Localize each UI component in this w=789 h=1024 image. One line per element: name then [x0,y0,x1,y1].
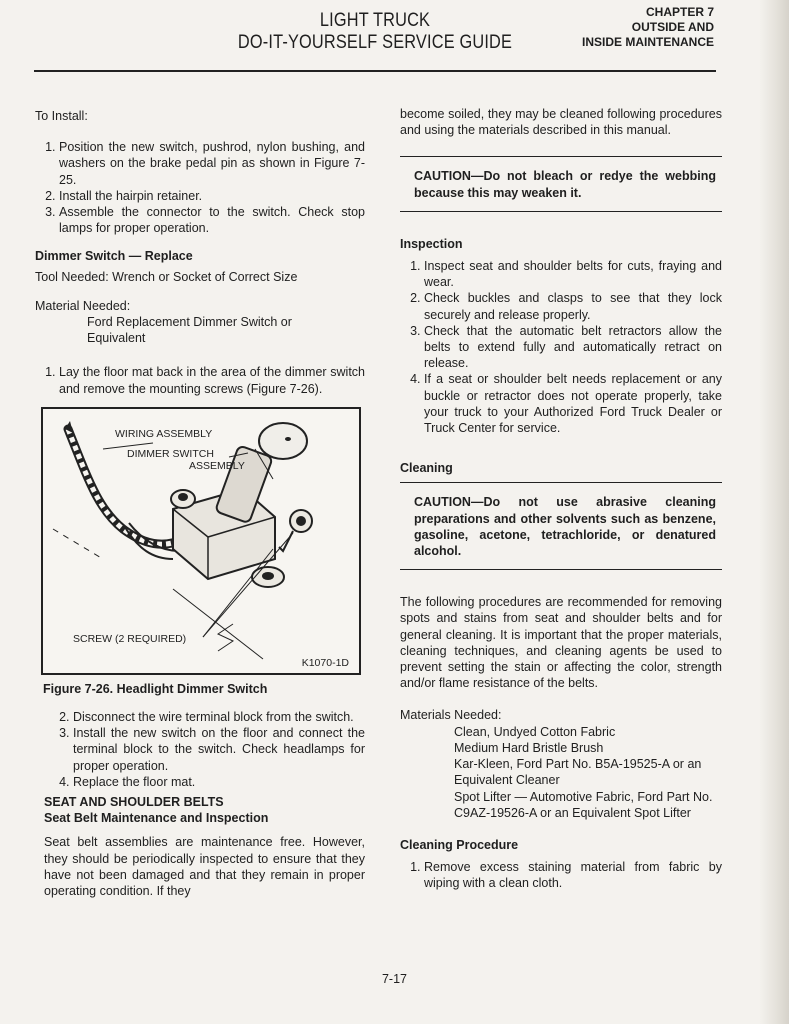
cleaning-procedure-steps [400,859,722,891]
chapter-title-line-2: INSIDE MAINTENANCE [581,35,714,49]
material-item: Spot Lifter — Automotive Fabric, Ford Part No. C9AZ-19526-A or an Equivalent Spot Lifter [454,789,713,820]
material-item: Kar-Kleen, Ford Part No. B5A-19525-A or an Equivalent Cleaner [454,757,702,788]
figure-label-dimmer-line-2: ASSEMBLY [189,459,245,472]
dimmer-steps [35,709,365,790]
seat-belt-maintenance-heading: Seat Belt Maintenance and Inspection [44,811,269,826]
guide-title-line-2: DO-IT-YOURSELF SERVICE GUIDE [237,32,513,53]
cleaning-procedure-step: 1. Remove excess staining material from fabric by wiping with a clean cloth. [424,859,722,891]
material-needed-label: Material Needed: [35,298,131,313]
right-column [400,106,722,892]
material-item: Ford Replacement Dimmer Switch or [87,315,292,330]
page-edge [759,0,789,1024]
continued-paragraph: become soiled, they may be cleaned following procedures and using the materials described in this manual. [400,107,722,138]
dimmer-step: 2. Disconnect the wire terminal block from the switch. [73,709,365,725]
dimmer-switch-heading: Dimmer Switch — Replace [35,249,193,264]
materials-list [400,724,722,821]
dimmer-step: 3. Install the new switch on the floor and connect the terminal block to the switch. Check headlamps for proper operation. [73,725,365,774]
figure-caption: Figure 7-26. Headlight Dimmer Switch [43,681,268,696]
page-number: 7-17 [381,972,408,986]
figure-label-screw: SCREW (2 REQUIRED) [73,632,187,645]
dimmer-step: 1. Lay the floor mat back in the area of the dimmer switch and remove the mounting screws (Figure 7-26). [59,364,365,396]
dimmer-step: 4. Replace the floor mat. [73,774,365,790]
material-item: Clean, Undyed Cotton Fabric [454,724,616,739]
tool-needed: Tool Needed: Wrench or Socket of Correct Size [35,269,298,284]
material-item: Medium Hard Bristle Brush [454,740,604,755]
figure-dimmer-switch [41,407,361,675]
install-step: 2. Install the hairpin retainer. [59,188,365,204]
inspection-step: 2. Check buckles and clasps to see that they lock securely and release properly. [424,290,722,322]
install-step: 3. Assemble the connector to the switch. Check stop lamps for proper operation. [59,204,365,236]
materials-needed-label: Materials Needed: [400,708,502,723]
guide-title [225,10,526,54]
install-step: 1. Position the new switch, pushrod, nylon bushing, and washers on the brake pedal pin as shown in Figure 7-25. [59,139,365,188]
cleaning-procedure-heading: Cleaning Procedure [400,837,519,852]
figure-label-wiring: WIRING ASSEMBLY [115,427,213,440]
guide-title-line-1: LIGHT TRUCK [319,10,431,31]
dimmer-step-1 [35,364,365,396]
inspection-step: 3. Check that the automatic belt retractors allow the belts to extend fully and automatically retract on release. [424,323,722,372]
inspection-step: 4. If a seat or shoulder belt needs replacement or any buckle or retractor does not operate properly, take your truck to your Authorized Ford Truck Dealer or Truck Center for service. [424,371,722,436]
inspection-step: 1. Inspect seat and shoulder belts for cuts, fraying and wear. [424,258,722,290]
install-steps [35,139,365,236]
inspection-heading: Inspection [400,236,463,251]
chapter-number: CHAPTER 7 [645,5,714,19]
to-install-label: To Install: [35,109,88,123]
figure-label-dimmer [127,448,245,472]
material-item: Equivalent [87,331,146,346]
figure-code: K1070-1D [301,656,349,669]
chapter-heading [582,5,714,50]
seat-belt-paragraph: Seat belt assemblies are maintenance free. However, they should be periodically inspected to ensure that they have not been damaged and that they remain in proper operating condition. If they [44,835,365,899]
figure-label-dimmer-line-1: DIMMER SWITCH [127,447,214,460]
cleaning-paragraph: The following procedures are recommended for removing spots and stains from seat and shoulder belts and for general cleaning. It is important that the proper materials, cleaning techniques, and cleaning agents be used to prevent setting the stain or affecting the color, strength and/or flame resistance of the belts. [400,595,722,691]
cleaning-heading: Cleaning [400,461,453,476]
header-rule [34,70,716,72]
seat-belts-heading: SEAT AND SHOULDER BELTS [44,795,224,810]
caution-solvents: CAUTION—Do not use abrasive cleaning preparations and other solvents such as benzene, gasoline, acetone, tetrachloride, or denatured alcohol. [400,482,722,570]
inspection-steps [400,258,722,436]
caution-bleach: CAUTION—Do not bleach or redye the webbing because this may weaken it. [400,156,722,211]
left-column [35,108,365,899]
chapter-title-line-1: OUTSIDE AND [631,20,714,34]
